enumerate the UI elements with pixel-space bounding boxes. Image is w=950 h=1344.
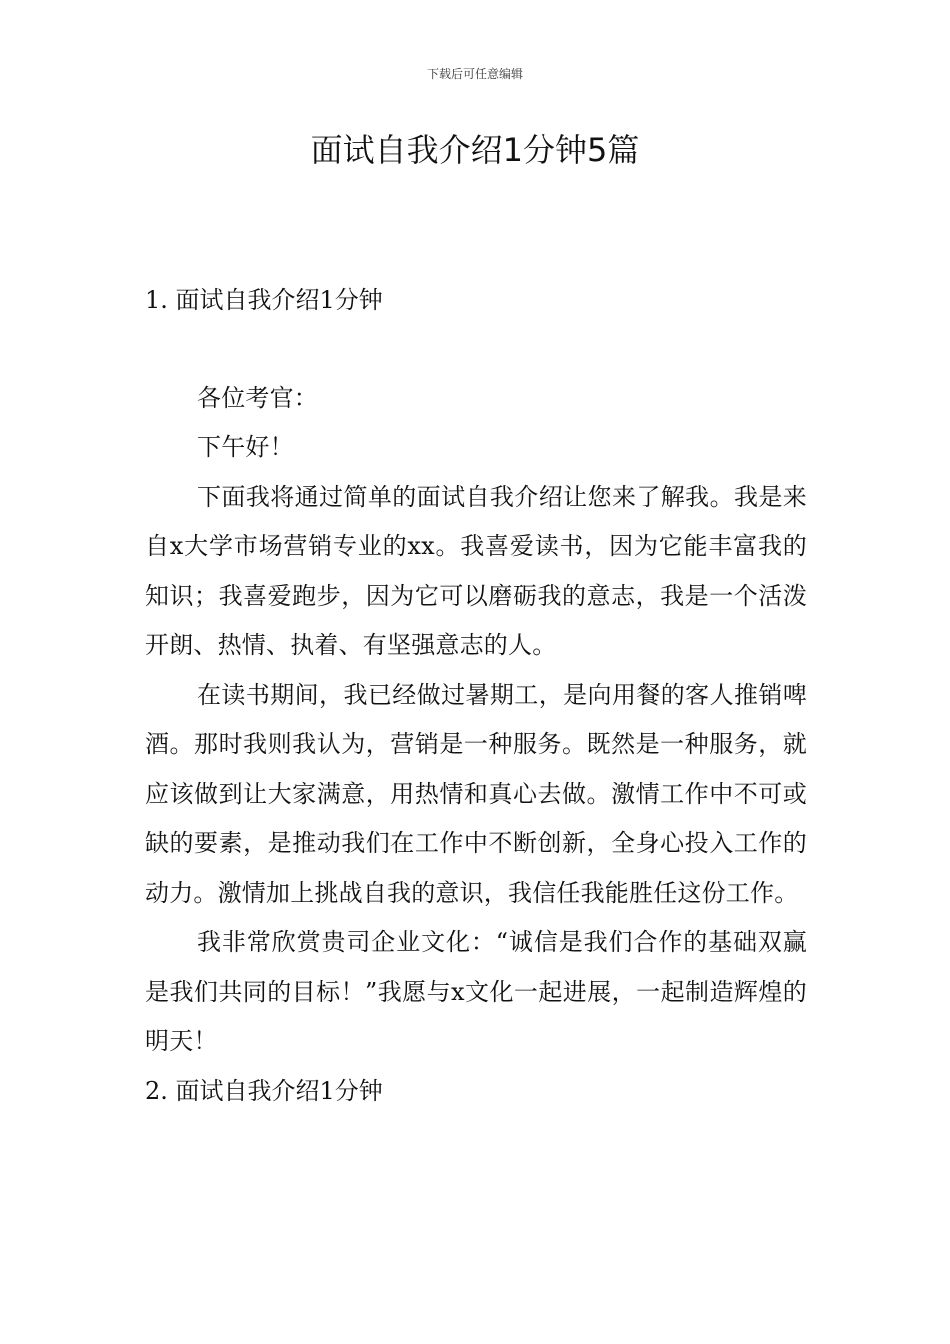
section-heading-2: 2. 面试自我介绍1分钟	[145, 1076, 383, 1105]
document-title: 面试自我介绍1分钟5篇	[310, 131, 640, 169]
paragraph-introduction: 下面我将通过简单的面试自我介绍让您来了解我。我是来自x大学市场营销专业的xx。我喜爱读书，因为它能丰富我的知识；我喜爱跑步，因为它可以磨砺我的意志，我是一个活泼开朗、热情、执着、有坚强意志的人。	[145, 482, 807, 659]
paragraph-salutation: 各位考官：	[197, 383, 318, 412]
section-heading-1: 1. 面试自我介绍1分钟	[145, 286, 383, 314]
paragraph-greeting: 下午好！	[197, 433, 294, 461]
paragraph-experience: 在读书期间，我已经做过暑期工，是向用餐的客人推销啤酒。那时我则我认为，营销是一种服务。既然是一种服务，就应该做到让大家满意，用热情和真心去做。激情工作中不可或缺的要素，是推动我们在工作中不断创新，全身心投入工作的动力。激情加上挑战自我的意识，我信任我能胜任这份工作。	[145, 680, 807, 907]
document-body	[145, 276, 807, 1116]
paragraph-closing: 我非常欣赏贵司企业文化：“诚信是我们合作的基础双赢是我们共同的目标！”我愿与x文化一起进展，一起制造辉煌的明天！	[145, 928, 807, 1055]
header-note: 下载后可任意编辑	[426, 67, 523, 81]
